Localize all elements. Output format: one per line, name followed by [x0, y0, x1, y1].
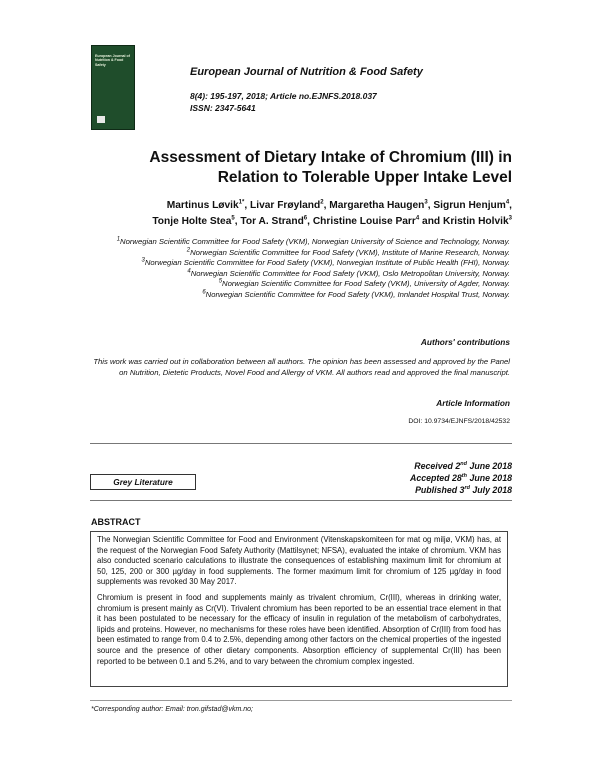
affiliation-text: Norwegian Scientific Committee for Food Safety (VKM), Oslo Metropolitan University, Norway. [190, 268, 510, 278]
author-separator: , [323, 200, 330, 211]
author-separator: , [307, 216, 313, 227]
affiliation-marker: 2 [186, 246, 191, 253]
corresponding-author-footnote: *Corresponding author: Email: tron.gifstad@vkm.no; [91, 706, 253, 713]
section-divider [90, 500, 512, 501]
author-affiliation-marker: 1* [238, 199, 245, 206]
affiliation-marker: 6 [202, 288, 206, 295]
author-affiliation-marker: 6 [303, 215, 308, 222]
abstract-paragraph: The Norwegian Scientific Committee for Food and Environment (Vitenskapskomiteen for mat og miljø, VKM) has, at the request of the Norwegian Food Safety Authority (Mattilsynet; NFSA), evaluated the intake of chromium. VKM has also conducted scenario calculations to illustrate the consequences of establishing maximum limit for chromium at 50, 125, 200 or 300 µg/day in food supplements. The former maximum limit for chromium of 125 µg/day in food supplements was revoked 30 May 2017. [97, 535, 501, 587]
article-info-heading: Article Information [436, 398, 510, 408]
accepted-date-text: Accepted 28 [409, 473, 462, 483]
received-date-text: Received 2 [414, 461, 461, 471]
received-date [300, 460, 512, 472]
author-separator: , [427, 200, 434, 211]
category-label: Grey Literature [90, 474, 196, 490]
received-month-year: June 2018 [467, 461, 512, 471]
abstract-body [90, 531, 508, 687]
affiliation-text: Norwegian Scientific Committee for Food Safety (VKM), Institute of Marine Research, Norway. [190, 247, 510, 257]
publisher-logo-icon [97, 116, 105, 123]
ordinal-suffix: nd [460, 461, 467, 468]
affiliation-text: Norwegian Scientific Committee for Food Safety (VKM), Norwegian University of Science and Technology, Norway. [120, 237, 510, 246]
affiliation-text: Norwegian Scientific Committee for Food Safety (VKM), Norwegian Institute of Public Health (FHI), Norway. [144, 258, 510, 267]
author-name[interactable]: Martinus Løvik [166, 200, 239, 211]
accepted-month-year: June 2018 [467, 473, 512, 483]
author-name[interactable]: Kristin Holvik [442, 216, 509, 227]
published-date [300, 484, 512, 496]
affiliation [100, 269, 510, 280]
author-affiliation-marker: 4 [415, 215, 420, 222]
cover-title: European Journal of Nutrition & Food Safety [95, 54, 130, 67]
author-list [100, 198, 512, 230]
author-separator: , [244, 200, 251, 211]
footnote-divider [90, 700, 512, 701]
author-affiliation-marker: 3 [508, 215, 512, 222]
affiliation-marker: 3 [141, 257, 145, 264]
affiliation [100, 258, 510, 269]
affiliation [100, 237, 510, 248]
article-title [100, 148, 512, 188]
published-month-year: July 2018 [469, 485, 512, 495]
section-divider [90, 443, 512, 444]
ordinal-suffix: th [461, 473, 467, 480]
title-line-1: Assessment of Dietary Intake of Chromium (III) in [149, 149, 512, 166]
author-affiliation-marker: 2 [320, 199, 324, 206]
author-name[interactable]: Christine Louise Parr [312, 216, 416, 227]
author-name[interactable]: Tonje Holte Stea [152, 216, 232, 227]
doi-link[interactable]: DOI: 10.9734/EJNFS/2018/42532 [408, 418, 510, 425]
ordinal-suffix: rd [464, 485, 470, 492]
affiliation [100, 290, 510, 301]
author-separator: , [234, 216, 241, 227]
journal-cover-thumbnail [91, 45, 135, 130]
author-name[interactable]: Livar Frøyland [250, 200, 321, 211]
author-affiliation-marker: 5 [231, 215, 235, 222]
volume-info: 8(4): 195-197, 2018; Article no.EJNFS.2018.037 [190, 91, 377, 101]
affiliation [100, 248, 510, 259]
affiliation-text: Norwegian Scientific Committee for Food Safety (VKM), University of Agder, Norway. [222, 279, 510, 288]
accepted-date [300, 472, 512, 484]
issn: ISSN: 2347-5641 [190, 103, 256, 113]
abstract-paragraph: Chromium is present in food and supplements mainly as trivalent chromium, Cr(III), whereas in drinking water, chromium is present mainly as Cr(VI). Trivalent chromium has been reported to be an essential trace element in that it has been postulated to be necessary for the efficacy of insulin in regulation of the metabolism of carbohydrates, lipids and proteins. However, no mechanisms for these roles have been identified. Absorption of Cr(III) from food has been estimated to range from 0.4 to 2.5%, depending among other factors on the chemical properties of the ingested source and the presence of other dietary components. Absorption efficiency of supplemental Cr(III) has been reported to be between 0.1 and 5.2%, and to vary between the chromium complex ingested. [97, 592, 501, 666]
title-line-2: Relation to Tolerable Upper Intake Level [217, 169, 512, 186]
journal-name: European Journal of Nutrition & Food Safety [190, 66, 423, 78]
contributions-heading: Authors' contributions [420, 337, 510, 347]
author-separator: , [509, 200, 512, 211]
affiliation-marker: 4 [187, 267, 191, 274]
affiliation-text: Norwegian Scientific Committee for Food Safety (VKM), Innlandet Hospital Trust, Norway. [205, 289, 510, 299]
affiliation [100, 279, 510, 290]
affiliation-list [100, 237, 510, 300]
author-name[interactable]: Sigrun Henjum [433, 200, 506, 211]
author-name[interactable]: Tor A. Strand [240, 216, 304, 227]
author-name[interactable]: Margaretha Haugen [329, 200, 425, 211]
contributions-text: This work was carried out in collaboration between all authors. The opinion has been assessed and approved by the Panel on Nutrition, Dietetic Products, Novel Food and Allergy of VKM. All authors read and approved the final manuscript. [93, 357, 510, 377]
abstract-heading: ABSTRACT [91, 517, 141, 527]
affiliation-marker: 1 [116, 236, 121, 243]
published-date-text: Published 3 [415, 485, 465, 495]
author-separator: and [419, 216, 443, 227]
author-affiliation-marker: 3 [424, 199, 428, 206]
publication-dates [300, 460, 512, 496]
author-affiliation-marker: 4 [505, 199, 510, 206]
affiliation-marker: 5 [218, 278, 223, 285]
